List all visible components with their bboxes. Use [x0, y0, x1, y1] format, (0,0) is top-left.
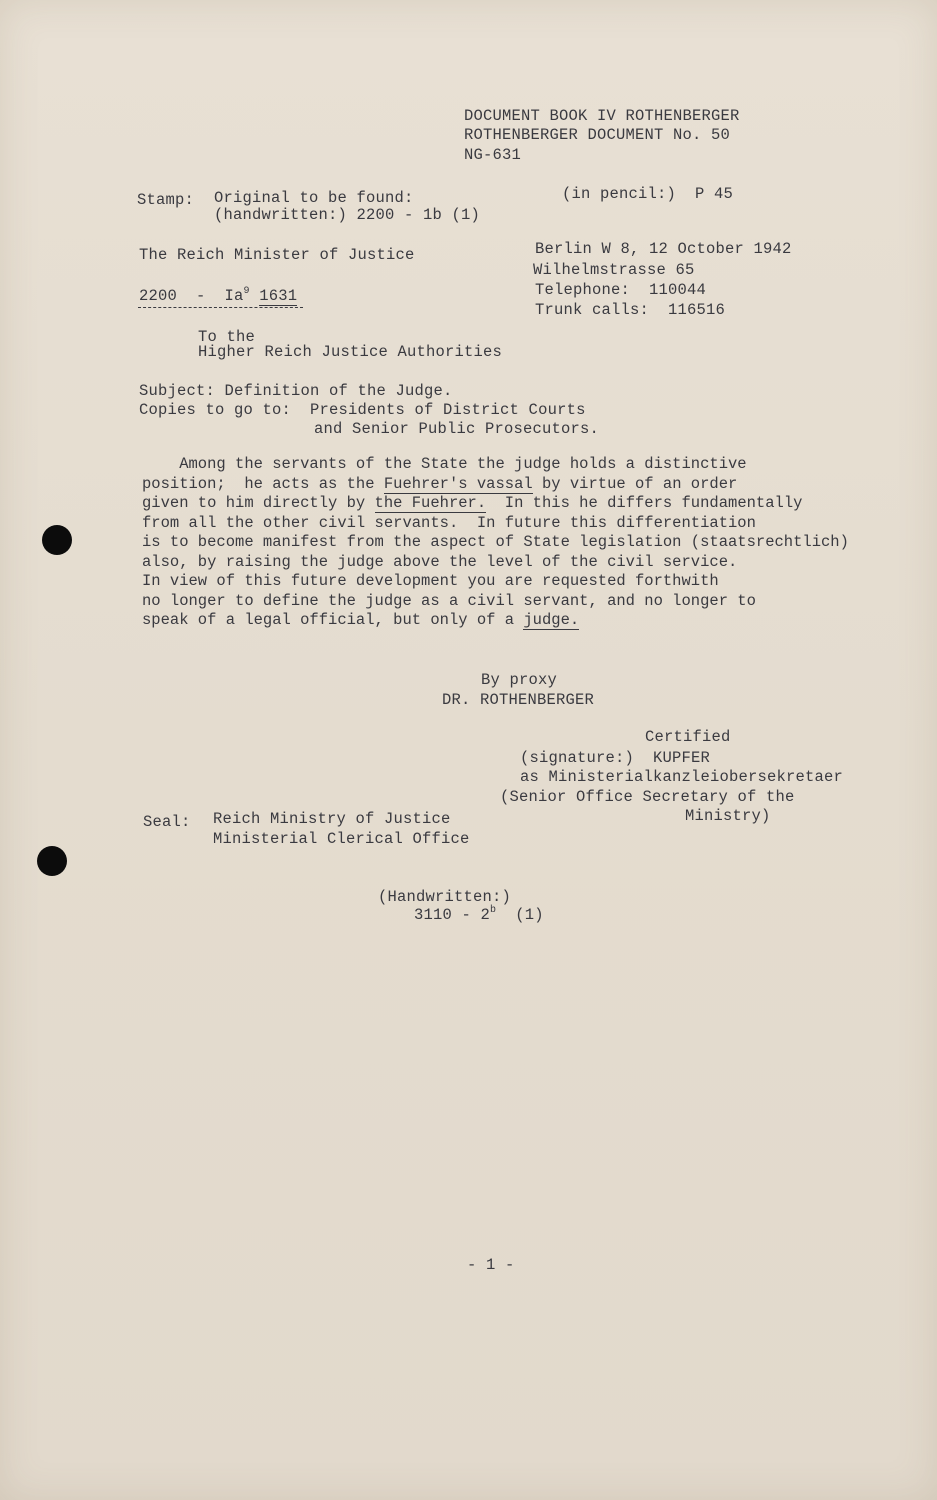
copies-line: Copies to go to: Presidents of District Courts [139, 401, 586, 419]
signoff-proxy: By proxy [481, 671, 558, 689]
body-line: also, by raising the judge above the level of the civil service. [142, 552, 738, 571]
page-number: - 1 - [467, 1256, 515, 1274]
body-line: position; he acts as the Fuehrer's vassal by virtue of an order [142, 474, 738, 493]
pencil-note: (in pencil:) P 45 [562, 185, 734, 203]
stamp-label: Stamp: [137, 191, 195, 209]
doc-header-line2: ROTHENBERGER DOCUMENT No. 50 [464, 126, 731, 144]
certified-label: Certified [645, 728, 731, 746]
recipient-line1: To the [198, 328, 256, 346]
certified-signature: (signature:) KUPFER [520, 749, 711, 767]
file-ref-superscript: 9 [243, 286, 250, 297]
underlined-phrase: the Fuehrer. [374, 494, 487, 512]
body-line: is to become manifest from the aspect of State legislation (staatsrechtlich) [142, 533, 849, 551]
body-line: from all the other civil servants. In future this differentiation [142, 513, 756, 532]
file-ref-prefix: 2200 - Ia [139, 287, 244, 305]
underlined-phrase: judge. [523, 611, 580, 629]
address-street: Wilhelmstrasse 65 [533, 261, 695, 279]
recipient-line2: Higher Reich Justice Authorities [198, 343, 503, 361]
body-line: given to him directly by the Fuehrer. In this he differs fundamentally [142, 494, 803, 512]
file-reference [139, 286, 297, 306]
seal-label: Seal: [143, 813, 191, 831]
handwritten-number: 3110 - 2$^b$ (1) [414, 905, 544, 924]
file-ref-underline [138, 307, 303, 308]
file-ref-number: 1631 [259, 287, 298, 305]
stamp-line1: Original to be found: [214, 189, 414, 207]
body-line: speak of a legal official, but only of a judge. [142, 611, 580, 629]
underlined-phrase: Fuehrer's vassal [383, 474, 533, 493]
seal-line2: Ministerial Clerical Office [213, 830, 470, 848]
certified-title-translation: (Senior Office Secretary of the [500, 788, 795, 806]
subject-line: Subject: Definition of the Judge. [139, 382, 453, 400]
certified-title: as Ministerialkanzleiobersekretaer [520, 768, 844, 786]
doc-header-line1: DOCUMENT BOOK IV ROTHENBERGER [464, 107, 740, 125]
sender: The Reich Minister of Justice [139, 246, 415, 264]
handwritten-label: (Handwritten:) [378, 888, 512, 906]
letter-body [142, 455, 902, 631]
address-telephone: Telephone: 110044 [535, 281, 707, 299]
punch-hole-bottom [37, 846, 67, 876]
punch-hole-top [42, 525, 72, 555]
signoff-name: DR. ROTHENBERGER [442, 691, 595, 709]
stamp-line2: (handwritten:) 2200 - 1b (1) [214, 206, 481, 224]
address-trunk-calls: Trunk calls: 116516 [535, 301, 726, 319]
address-city-date: Berlin W 8, 12 October 1942 [535, 240, 792, 258]
doc-header-line3: NG-631 [464, 146, 522, 164]
body-line: no longer to define the judge as a civil servant, and no longer to [142, 591, 756, 610]
copies-line2: and Senior Public Prosecutors. [314, 420, 600, 438]
body-line: Among the servants of the State the judge holds a distinctive [142, 455, 747, 473]
certified-title-translation2: Ministry) [685, 807, 771, 825]
handwritten-superscript: b [490, 905, 497, 916]
seal-line1: Reich Ministry of Justice [213, 810, 451, 828]
body-line: In view of this future development you are requested forthwith [142, 572, 719, 590]
